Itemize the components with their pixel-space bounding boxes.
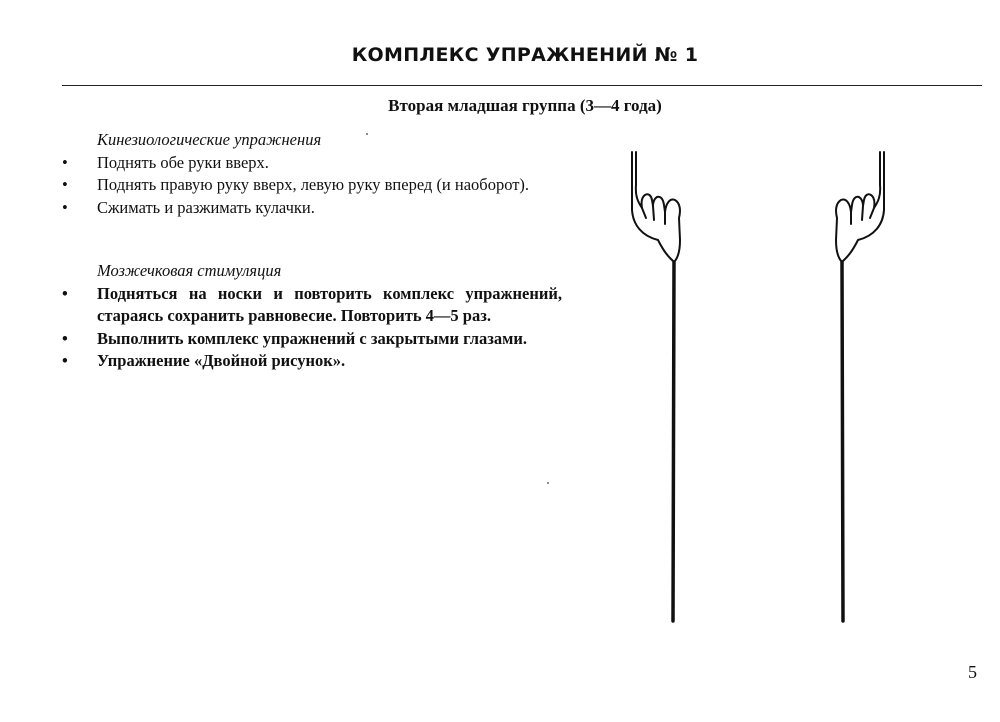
- list-item: • Выполнить комплекс упражнений с закрытыми глазами.: [62, 328, 562, 351]
- page-number: 5: [968, 662, 977, 682]
- right-hand-icon: [836, 152, 884, 262]
- page-title: КОМПЛЕКС УПРАЖНЕНИЙ № 1: [351, 44, 699, 66]
- scan-speck: [366, 133, 368, 135]
- list-item: • Упражнение «Двойной рисунок».: [62, 350, 562, 373]
- section-cerebellar-stimulation: [62, 260, 562, 373]
- list-item: • Поднять обе руки вверх.: [62, 152, 562, 175]
- hands-pencils-illustration: [600, 140, 960, 630]
- header-divider: [62, 85, 982, 86]
- left-hand-icon: [632, 152, 680, 262]
- two-hands-icon: [600, 140, 960, 630]
- section-kinesiology: [62, 129, 562, 219]
- section-heading: Мозжечковая стимуляция: [97, 261, 282, 280]
- group-subtitle: Вторая младшая группа (3—4 года): [388, 96, 662, 115]
- left-pencil: [673, 262, 674, 621]
- scan-speck: [547, 482, 549, 484]
- section-heading: Кинезиологические упражнения: [97, 130, 322, 149]
- list-item: • Сжимать и разжимать кулачки.: [62, 197, 562, 220]
- list-item: • Подняться на носки и повторить комплекс упражнений, стараясь сохранить равновесие. Повторить 4—5 раз.: [62, 283, 562, 328]
- list-item: • Поднять правую руку вверх, левую руку вперед (и наоборот).: [62, 174, 562, 197]
- right-pencil: [842, 262, 843, 621]
